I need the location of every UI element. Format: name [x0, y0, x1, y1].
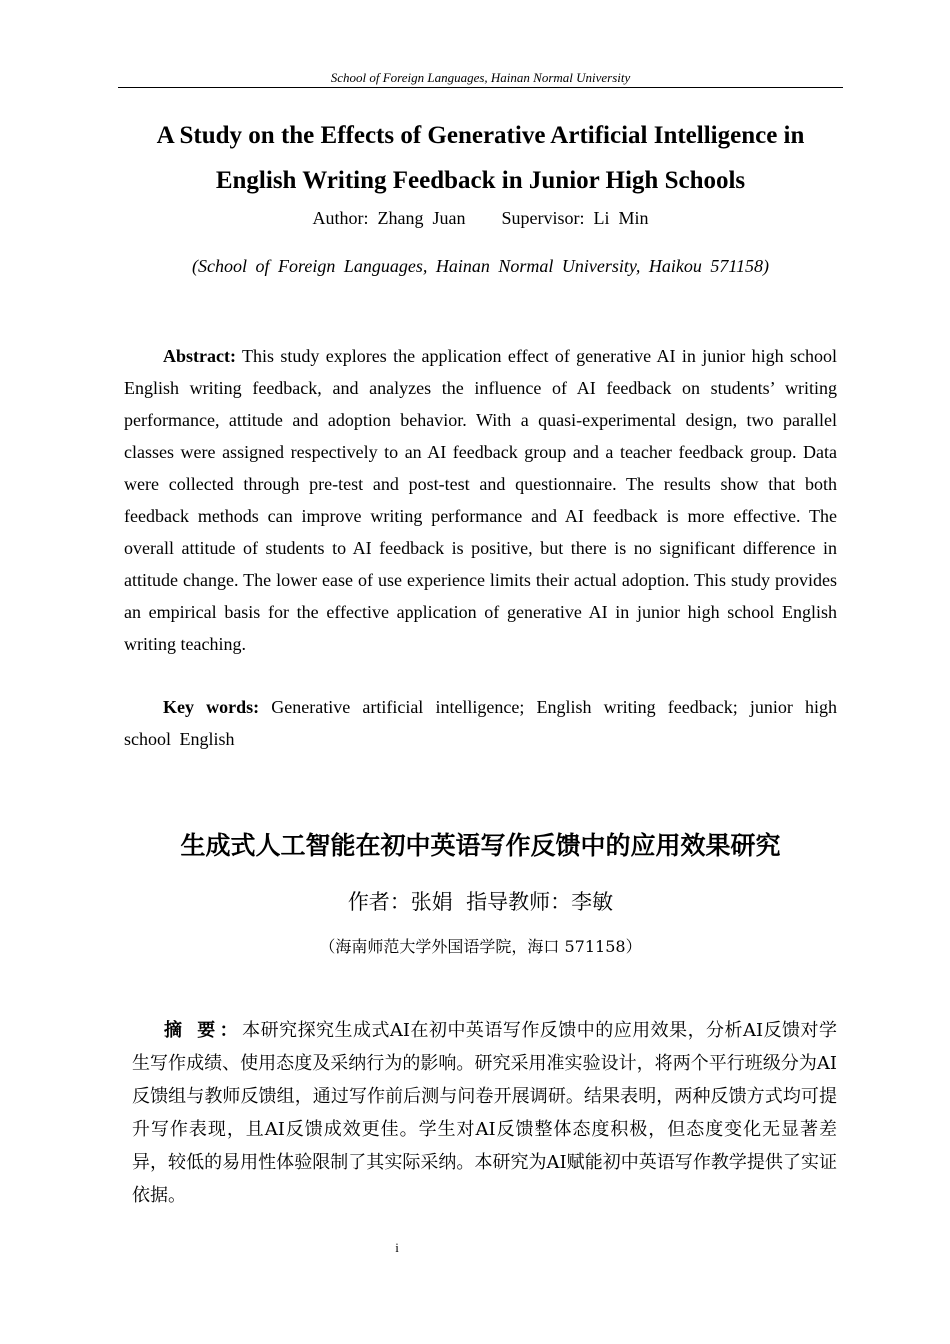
running-header: School of Foreign Languages, Hainan Normal University [330, 70, 631, 85]
chinese-abstract-body: 本研究探究生成式AI在初中英语写作反馈中的应用效果，分析AI反馈对学生写作成绩、使用态度及采纳行为的影响。研究采用准实验设计，将两个平行班级分为AI反馈组与教师反馈组，通过写作前后测与问卷开展调研。结果表明，两种反馈方式均可提升写作表现，且AI反馈成效更佳。学生对AI反馈整体态度积极，但态度变化无显著差异，较低的易用性体验限制了其实际采纳。本研究为AI赋能初中英语写作教学提供了实证依据。 [132, 1020, 837, 1206]
english-title-line-2: English Writing Feedback in Junior High Schools [215, 167, 746, 194]
chinese-title: 生成式人工智能在初中英语写作反馈中的应用效果研究 [180, 831, 781, 860]
page-number: i [395, 1240, 399, 1255]
english-keywords [124, 691, 837, 755]
chinese-abstract-label: 摘 要： [164, 1020, 243, 1041]
chinese-abstract [132, 1014, 837, 1212]
header-rule [118, 87, 843, 88]
abstract-body: This study explores the application effect of generative AI in junior high school English writing feedback, and analyzes the influence of AI feedback on students’ writing performance, attitude and adoption behavior. With a quasi-experimental design, two parallel classes were assigned respectively to an AI feedback group and a teacher feedback group. Data were collected through pre-test and post-test and questionnaire. The results show that both feedback methods can improve writing performance and AI feedback is more effective. The overall attitude of students to AI feedback is positive, but there is no significant difference in attitude change. The lower ease of use experience limits their actual adoption. This study provides an empirical basis for the effective application of generative AI in junior high school English writing teaching. [124, 346, 837, 654]
keywords-label: Key words: [163, 697, 260, 717]
english-title [118, 113, 843, 203]
english-affiliation: (School of Foreign Languages, Hainan Normal University, Haikou 571158) [192, 256, 769, 276]
english-abstract [124, 340, 837, 660]
abstract-label: Abstract: [163, 346, 236, 366]
chinese-affiliation: （海南师范大学外国语学院，海口 571158） [319, 937, 642, 956]
keywords-body: Generative artificial intelligence; English writing feedback; junior high school English [124, 697, 838, 749]
english-authors: Author: Zhang Juan Supervisor: Li Min [312, 208, 649, 228]
english-title-line-1: A Study on the Effects of Generative Artificial Intelligence in [156, 122, 805, 149]
chinese-authors: 作者：张娟 指导教师：李敏 [347, 890, 614, 914]
